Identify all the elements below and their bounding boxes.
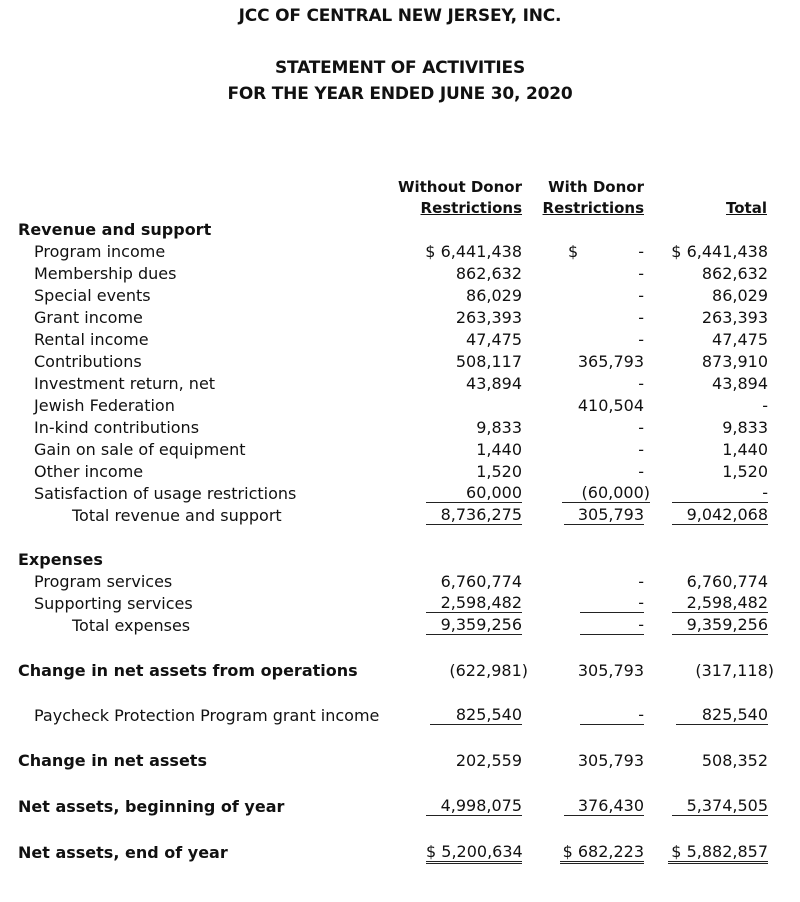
with-value: -	[638, 374, 644, 393]
with-value: -	[580, 705, 644, 725]
without-value: 8,736,275	[426, 505, 522, 525]
total-value: 862,632	[701, 264, 768, 283]
total-value: 6,760,774	[686, 572, 768, 591]
without-value: 1,440	[476, 440, 522, 459]
table-row	[0, 351, 800, 373]
with-value: (60,000)	[562, 483, 650, 503]
with-value: 376,430	[564, 796, 644, 816]
column-header-with-donor-restrictions: With Donor Restrictions	[542, 178, 644, 217]
without-value: 1,520	[476, 462, 522, 481]
with-value: -	[580, 593, 644, 613]
total-value: -	[672, 483, 768, 503]
total-value: 508,352	[701, 751, 768, 770]
row-label: Program services	[34, 572, 173, 591]
with-value: 305,793	[577, 661, 644, 680]
without-value: 2,598,482	[426, 593, 522, 613]
row-label: Contributions	[34, 352, 142, 371]
with-value: -	[638, 308, 644, 327]
table-row	[0, 439, 800, 461]
row-label: Net assets, beginning of year	[18, 797, 285, 816]
row-label: Jewish Federation	[34, 396, 175, 415]
total-value: 9,833	[722, 418, 768, 437]
total-value: $ 5,882,857	[668, 842, 768, 864]
with-value: -	[638, 462, 644, 481]
table-row	[0, 263, 800, 285]
section-heading-expenses: Expenses	[18, 550, 103, 569]
total-value: 47,475	[712, 330, 768, 349]
row-label: In-kind contributions	[34, 418, 200, 437]
without-value: 47,475	[466, 330, 522, 349]
row-label: Gain on sale of equipment	[34, 440, 246, 459]
table-row	[0, 417, 800, 439]
without-value: 9,833	[476, 418, 522, 437]
with-value: -	[580, 615, 644, 635]
row-label: Paycheck Protection Program grant income	[34, 706, 380, 725]
total-value: 263,393	[701, 308, 768, 327]
row-label: Program income	[34, 242, 166, 261]
table-row	[0, 329, 800, 351]
total-value: 9,042,068	[672, 505, 768, 525]
row-label: Other income	[34, 462, 144, 481]
row-label: Rental income	[34, 330, 149, 349]
total-value: $ 6,441,438	[671, 242, 768, 261]
with-value: 305,793	[564, 505, 644, 525]
table-row	[0, 483, 800, 505]
without-value: 825,540	[430, 705, 522, 725]
row-label: Total revenue and support	[72, 506, 282, 525]
table-row-change-from-operations	[0, 660, 800, 682]
with-value: 365,793	[577, 352, 644, 371]
without-value: 86,029	[466, 286, 522, 305]
table-row	[0, 395, 800, 417]
with-value: -	[638, 264, 644, 283]
table-row	[0, 241, 800, 263]
without-value: 263,393	[455, 308, 522, 327]
table-row	[0, 593, 800, 615]
row-label: Grant income	[34, 308, 143, 327]
without-value: (622,981)	[449, 661, 528, 680]
section-heading-revenue: Revenue and support	[18, 220, 212, 239]
with-value: $ -	[568, 242, 644, 261]
row-label: Total expenses	[72, 616, 191, 635]
total-value: 1,520	[722, 462, 768, 481]
without-value: 6,760,774	[440, 572, 522, 591]
with-value: 305,793	[577, 751, 644, 770]
column-header-without-donor-restrictions: Without Donor Restrictions	[397, 178, 522, 217]
with-value: 410,504	[577, 396, 644, 415]
column-header-total: Total	[726, 199, 767, 217]
total-value: (317,118)	[695, 661, 774, 680]
with-value: -	[638, 330, 644, 349]
statement-title: STATEMENT OF ACTIVITIES	[274, 58, 526, 78]
table-row	[0, 461, 800, 483]
without-value: $ 6,441,438	[425, 242, 522, 261]
table-row-ppp-grant	[0, 705, 800, 727]
table-row	[0, 285, 800, 307]
statement-period: FOR THE YEAR ENDED JUNE 30, 2020	[227, 84, 573, 104]
total-value: 43,894	[712, 374, 768, 393]
with-value: -	[638, 418, 644, 437]
with-value: -	[638, 572, 644, 591]
total-value: 9,359,256	[672, 615, 768, 635]
without-value: 508,117	[455, 352, 522, 371]
total-value: 86,029	[712, 286, 768, 305]
without-value: 862,632	[455, 264, 522, 283]
without-value: 4,998,075	[426, 796, 522, 816]
table-row-net-assets-end	[0, 842, 800, 864]
table-row-total-revenue	[0, 505, 800, 527]
row-label: Net assets, end of year	[18, 843, 228, 862]
row-label: Change in net assets from operations	[18, 661, 358, 680]
total-value: 2,598,482	[672, 593, 768, 613]
total-value: 5,374,505	[672, 796, 768, 816]
total-value: 1,440	[722, 440, 768, 459]
with-value: $ 682,223	[560, 842, 644, 864]
row-label: Change in net assets	[18, 751, 207, 770]
row-label: Special events	[34, 286, 151, 305]
table-row	[0, 307, 800, 329]
without-value: $ 5,200,634	[426, 842, 522, 864]
without-value: 43,894	[466, 374, 522, 393]
total-value: 825,540	[676, 705, 768, 725]
table-row-net-assets-beginning	[0, 796, 800, 818]
row-label: Investment return, net	[34, 374, 216, 393]
total-value: 873,910	[701, 352, 768, 371]
table-row-total-expenses	[0, 615, 800, 637]
row-label: Supporting services	[34, 594, 193, 613]
row-label: Membership dues	[34, 264, 177, 283]
with-value: -	[638, 286, 644, 305]
table-row	[0, 571, 800, 593]
table-row	[0, 373, 800, 395]
without-value: 202,559	[455, 751, 522, 770]
without-value: 60,000	[426, 483, 522, 503]
total-value: -	[762, 396, 768, 415]
without-value: 9,359,256	[426, 615, 522, 635]
with-value: -	[638, 440, 644, 459]
table-row-change-in-net-assets	[0, 750, 800, 772]
row-label: Satisfaction of usage restrictions	[34, 484, 297, 503]
organization-name: JCC OF CENTRAL NEW JERSEY, INC.	[238, 6, 562, 26]
